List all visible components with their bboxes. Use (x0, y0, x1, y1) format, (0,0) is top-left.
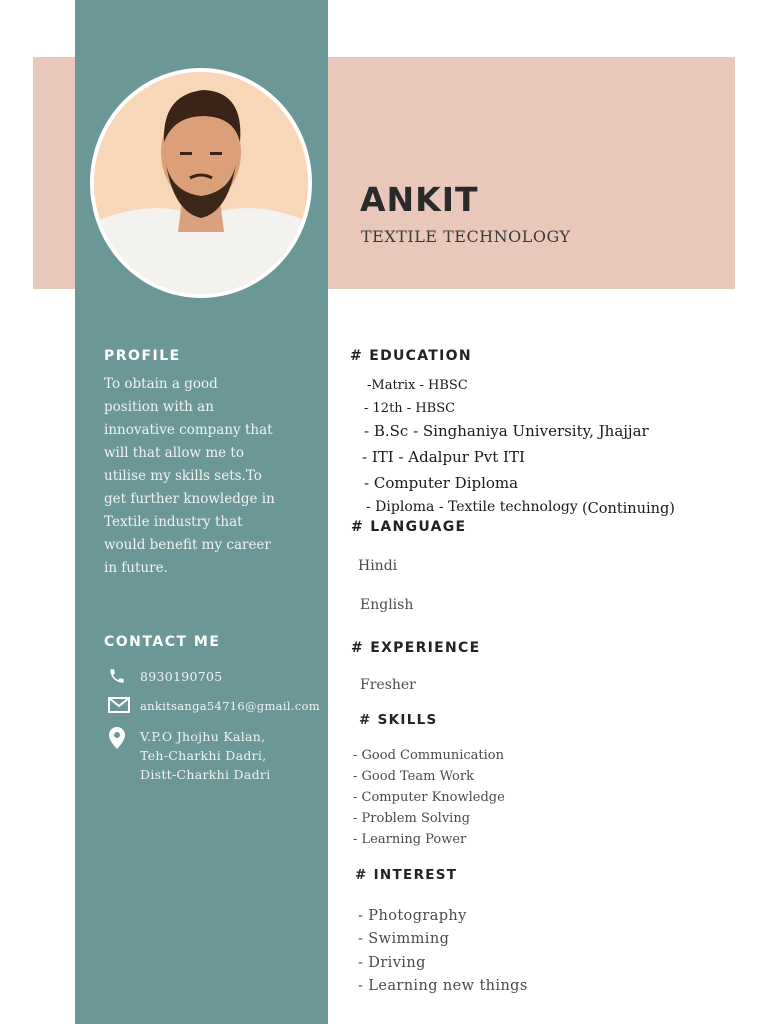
profile-line: get further knowledge in (104, 491, 275, 507)
language-item: Hindi (358, 558, 398, 574)
person-name: ANKIT (360, 180, 479, 219)
education-item-note: (Continuing) (582, 501, 675, 517)
address-line: Distt-Charkhi Dadri (140, 767, 271, 782)
profile-photo (90, 68, 312, 298)
education-item: - B.Sc - Singhaniya University, Jhajjar (364, 422, 649, 440)
location-pin-icon (108, 727, 128, 753)
address-line: Teh-Charkhi Dadri, (140, 748, 267, 763)
profile-heading: PROFILE (104, 348, 181, 364)
profile-line: Textile industry that (104, 514, 243, 530)
contact-heading: CONTACT ME (104, 634, 221, 650)
profile-line: innovative company that (104, 422, 273, 438)
profile-line: will that allow me to (104, 445, 244, 461)
contact-email (108, 697, 320, 717)
person-role: TEXTILE TECHNOLOGY (361, 227, 571, 246)
interest-item: - Photography (358, 908, 467, 924)
language-item: English (360, 597, 414, 613)
language-heading: # LANGUAGE (351, 519, 467, 535)
interest-item: - Driving (358, 955, 426, 971)
person-portrait-image (94, 72, 308, 294)
profile-line: position with an (104, 399, 214, 415)
email-address[interactable]: ankitsanga54716@gmail.com (140, 699, 320, 713)
phone-icon (108, 667, 128, 689)
experience-value: Fresher (360, 677, 416, 693)
skill-item: - Good Communication (353, 748, 504, 763)
contact-address (108, 727, 271, 784)
education-item: -Matrix - HBSC (367, 378, 468, 393)
education-heading: # EDUCATION (350, 348, 472, 364)
mail-icon (108, 697, 128, 717)
skill-item: - Learning Power (353, 832, 467, 847)
skill-item: - Computer Knowledge (353, 790, 505, 805)
profile-line: utilise my skills sets.To (104, 468, 262, 484)
experience-heading: # EXPERIENCE (351, 640, 481, 656)
interest-heading: # INTEREST (355, 867, 458, 883)
skill-item: - Problem Solving (353, 811, 471, 826)
profile-text (104, 373, 304, 580)
education-item: - ITI - Adalpur Pvt ITI (362, 448, 525, 466)
skill-item: - Good Team Work (353, 769, 474, 784)
profile-line: would benefit my career (104, 537, 271, 553)
education-item: - Diploma - Textile technology (366, 499, 578, 515)
address-line: V.P.O Jhojhu Kalan, (140, 729, 266, 744)
interest-item: - Swimming (358, 931, 450, 947)
contact-phone (108, 667, 223, 689)
profile-line: To obtain a good (104, 376, 218, 392)
skills-heading: # SKILLS (359, 712, 438, 728)
education-item: - Computer Diploma (364, 474, 519, 492)
profile-line: in future. (104, 560, 168, 576)
interest-item: - Learning new things (358, 978, 528, 994)
address-text (140, 727, 271, 784)
education-item: - 12th - HBSC (364, 401, 456, 416)
phone-number[interactable]: 8930190705 (140, 669, 223, 684)
